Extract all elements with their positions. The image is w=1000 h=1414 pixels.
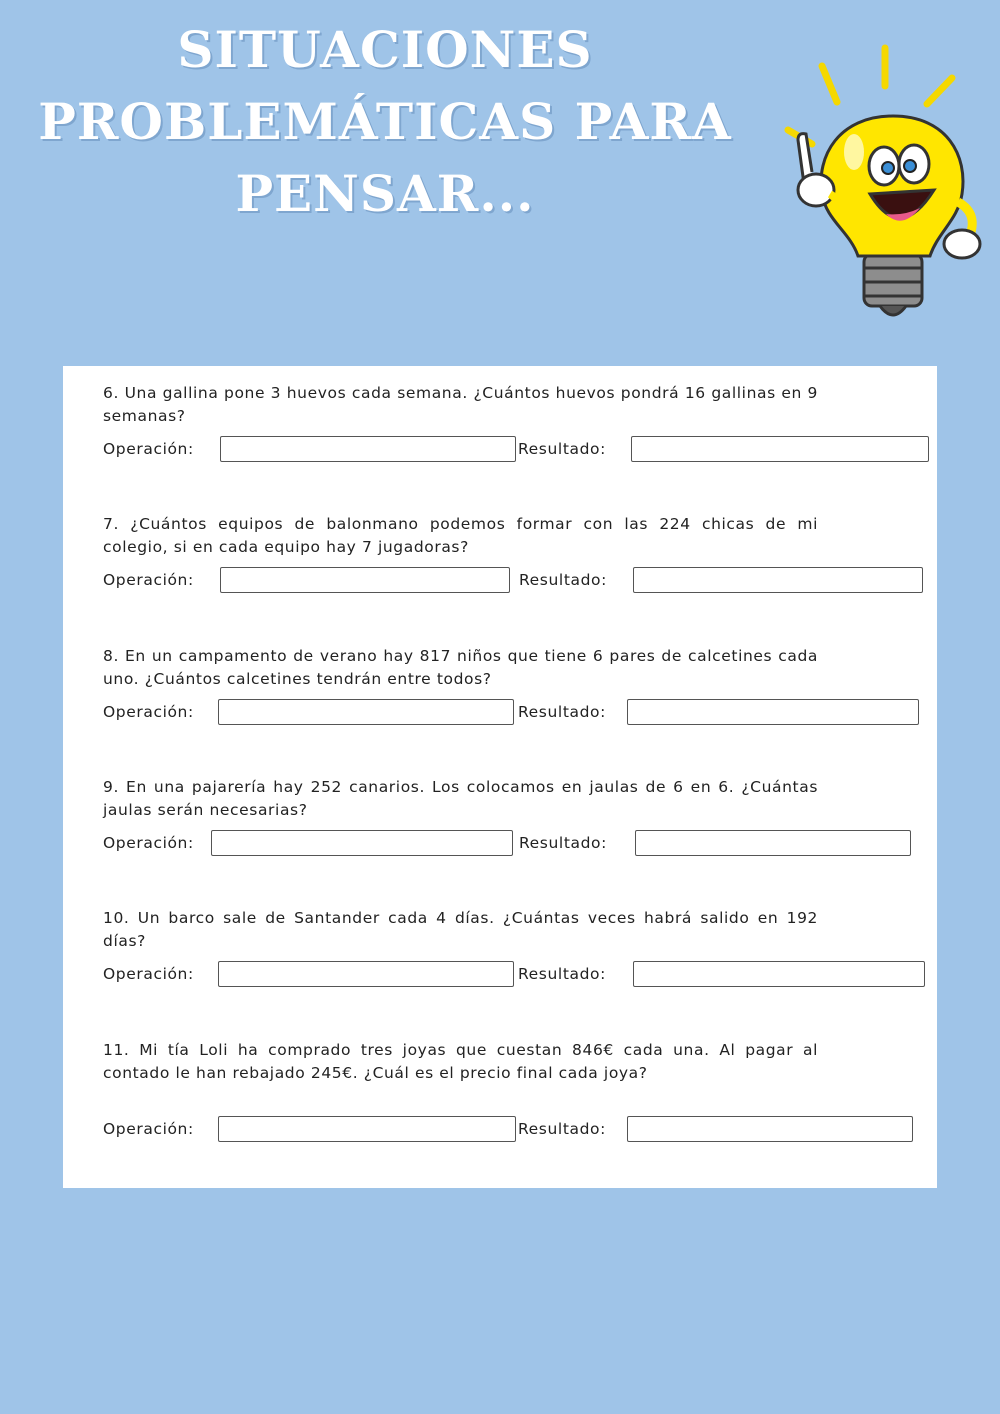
result-input[interactable] xyxy=(627,699,919,725)
answer-row xyxy=(103,699,933,727)
operation-input[interactable] xyxy=(220,436,516,462)
result-label: Resultado: xyxy=(519,571,607,589)
operation-input[interactable] xyxy=(218,699,514,725)
problem-text: 9. En una pajarería hay 252 canarios. Los colocamos en jaulas de 6 en 6. ¿Cuántas jaulas serán necesarias? xyxy=(103,778,818,819)
answer-row xyxy=(103,436,933,464)
operation-label: Operación: xyxy=(103,965,194,983)
worksheet xyxy=(63,366,937,1188)
operation-label: Operación: xyxy=(103,1120,194,1138)
problem-8 xyxy=(103,645,933,721)
problem-6 xyxy=(103,382,933,458)
title-line-1: SITUACIONES xyxy=(177,20,593,79)
result-label: Resultado: xyxy=(519,834,607,852)
answer-row xyxy=(103,567,933,595)
title-line-3: PENSAR... xyxy=(235,164,535,223)
result-label: Resultado: xyxy=(518,440,606,458)
page-title xyxy=(0,14,770,230)
result-input[interactable] xyxy=(633,961,925,987)
result-input[interactable] xyxy=(633,567,923,593)
problem-10 xyxy=(103,907,933,983)
operation-input[interactable] xyxy=(218,1116,516,1142)
problem-9 xyxy=(103,776,933,852)
operation-input[interactable] xyxy=(211,830,513,856)
lightbulb-character-icon xyxy=(782,44,988,326)
result-label: Resultado: xyxy=(518,965,606,983)
result-label: Resultado: xyxy=(518,703,606,721)
result-input[interactable] xyxy=(631,436,929,462)
problem-text: 10. Un barco sale de Santander cada 4 días. ¿Cuántas veces habrá salido en 192 días? xyxy=(103,909,818,950)
operation-label: Operación: xyxy=(103,440,194,458)
problem-text: 6. Una gallina pone 3 huevos cada semana. ¿Cuántos huevos pondrá 16 gallinas en 9 semanas? xyxy=(103,384,818,425)
answer-row xyxy=(103,1116,933,1144)
result-input[interactable] xyxy=(635,830,911,856)
problem-7 xyxy=(103,513,933,589)
problem-text: 8. En un campamento de verano hay 817 niños que tiene 6 pares de calcetines cada uno. ¿Cuántos calcetines tendrán entre todos? xyxy=(103,647,818,688)
title-line-2: PROBLEMÁTICAS PARA xyxy=(38,92,732,151)
operation-input[interactable] xyxy=(218,961,514,987)
problem-text: 7. ¿Cuántos equipos de balonmano podemos formar con las 224 chicas de mi colegio, si en cada equipo hay 7 jugadoras? xyxy=(103,515,818,556)
answer-row xyxy=(103,830,933,858)
problem-11 xyxy=(103,1039,933,1138)
answer-row xyxy=(103,961,933,989)
operation-label: Operación: xyxy=(103,834,194,852)
operation-input[interactable] xyxy=(220,567,510,593)
problem-text: 11. Mi tía Loli ha comprado tres joyas que cuestan 846€ cada una. Al pagar al contado le han rebajado 245€. ¿Cuál es el precio final cada joya? xyxy=(103,1041,818,1082)
operation-label: Operación: xyxy=(103,571,194,589)
result-label: Resultado: xyxy=(518,1120,606,1138)
result-input[interactable] xyxy=(627,1116,913,1142)
operation-label: Operación: xyxy=(103,703,194,721)
